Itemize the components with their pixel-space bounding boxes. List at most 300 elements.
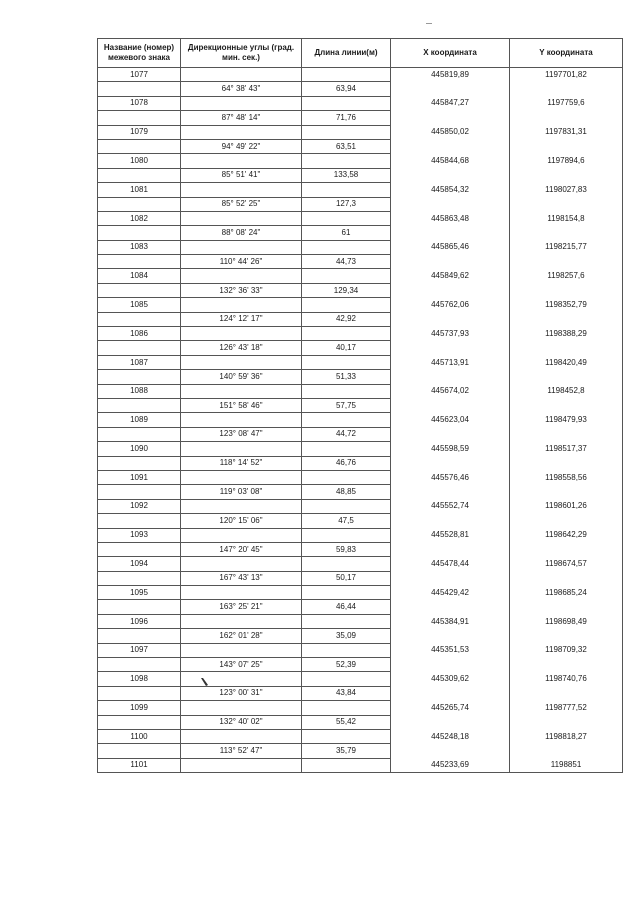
empty-cell: [181, 269, 302, 283]
empty-cell: [98, 226, 181, 240]
segment-row: [98, 255, 623, 269]
empty-cell: [391, 744, 510, 758]
segment-row: [98, 82, 623, 96]
point-name: 1085: [98, 298, 181, 312]
empty-cell: [98, 571, 181, 585]
point-name: 1098: [98, 672, 181, 686]
empty-cell: [98, 744, 181, 758]
empty-cell: [302, 355, 391, 369]
empty-cell: [302, 614, 391, 628]
y-coordinate: 1198674,57: [510, 557, 623, 571]
empty-cell: [510, 283, 623, 297]
point-row: [98, 758, 623, 772]
segment-row: [98, 398, 623, 412]
segment-row: [98, 456, 623, 470]
empty-cell: [181, 528, 302, 542]
segment-row: [98, 283, 623, 297]
empty-cell: [302, 96, 391, 110]
direction-angle: 85° 51' 41": [181, 168, 302, 182]
x-coordinate: 445598,59: [391, 442, 510, 456]
empty-cell: [510, 600, 623, 614]
empty-cell: [302, 442, 391, 456]
point-name: 1088: [98, 384, 181, 398]
line-length: 51,33: [302, 370, 391, 384]
empty-cell: [181, 125, 302, 139]
direction-angle: 94° 49' 22": [181, 139, 302, 153]
x-coordinate: 445309,62: [391, 672, 510, 686]
segment-row: [98, 226, 623, 240]
line-length: 59,83: [302, 542, 391, 556]
empty-cell: [510, 542, 623, 556]
empty-cell: [510, 370, 623, 384]
point-row: [98, 154, 623, 168]
segment-row: [98, 111, 623, 125]
point-row: [98, 499, 623, 513]
empty-cell: [181, 240, 302, 254]
point-row: [98, 557, 623, 571]
empty-cell: [391, 226, 510, 240]
line-length: 48,85: [302, 485, 391, 499]
empty-cell: [302, 643, 391, 657]
empty-cell: [391, 341, 510, 355]
empty-cell: [391, 168, 510, 182]
y-coordinate: 1198851: [510, 758, 623, 772]
empty-cell: [510, 139, 623, 153]
empty-cell: [510, 111, 623, 125]
direction-angle: 88° 08' 24": [181, 226, 302, 240]
empty-cell: [181, 183, 302, 197]
empty-cell: [98, 341, 181, 355]
empty-cell: [391, 370, 510, 384]
empty-cell: [302, 557, 391, 571]
line-length: 46,76: [302, 456, 391, 470]
empty-cell: [510, 456, 623, 470]
point-name: 1094: [98, 557, 181, 571]
y-coordinate: 1197831,31: [510, 125, 623, 139]
direction-angle: 163° 25' 21": [181, 600, 302, 614]
line-length: 40,17: [302, 341, 391, 355]
x-coordinate: 445865,46: [391, 240, 510, 254]
empty-cell: [391, 715, 510, 729]
empty-cell: [391, 139, 510, 153]
empty-cell: [391, 658, 510, 672]
empty-cell: [510, 514, 623, 528]
empty-cell: [510, 715, 623, 729]
direction-angle: 120° 15' 06": [181, 514, 302, 528]
empty-cell: [510, 197, 623, 211]
empty-cell: [391, 427, 510, 441]
empty-cell: [98, 629, 181, 643]
empty-cell: [181, 672, 302, 686]
direction-angle: 123° 08' 47": [181, 427, 302, 441]
y-coordinate: 1198558,56: [510, 470, 623, 484]
x-coordinate: 445478,44: [391, 557, 510, 571]
empty-cell: [98, 686, 181, 700]
segment-row: [98, 600, 623, 614]
coordinates-sheet: [97, 38, 617, 842]
point-name: 1096: [98, 614, 181, 628]
direction-angle: 118° 14' 52": [181, 456, 302, 470]
segment-row: [98, 686, 623, 700]
empty-cell: [302, 672, 391, 686]
segment-row: [98, 341, 623, 355]
empty-cell: [98, 82, 181, 96]
empty-cell: [98, 542, 181, 556]
y-coordinate: 1198685,24: [510, 586, 623, 600]
empty-cell: [98, 658, 181, 672]
empty-cell: [98, 255, 181, 269]
x-coordinate: 445819,89: [391, 68, 510, 82]
empty-cell: [181, 701, 302, 715]
empty-cell: [510, 255, 623, 269]
empty-cell: [98, 427, 181, 441]
y-coordinate: 1198420,49: [510, 355, 623, 369]
x-coordinate: 445351,53: [391, 643, 510, 657]
x-coordinate: 445854,32: [391, 183, 510, 197]
empty-cell: [391, 255, 510, 269]
x-coordinate: 445576,46: [391, 470, 510, 484]
empty-cell: [391, 456, 510, 470]
x-coordinate: 445847,27: [391, 96, 510, 110]
empty-cell: [181, 384, 302, 398]
point-name: 1092: [98, 499, 181, 513]
empty-cell: [302, 729, 391, 743]
empty-cell: [181, 614, 302, 628]
empty-cell: [181, 470, 302, 484]
direction-angle: 87° 48' 14": [181, 111, 302, 125]
point-row: [98, 211, 623, 225]
empty-cell: [98, 283, 181, 297]
empty-cell: [391, 571, 510, 585]
y-coordinate: 1198154,8: [510, 211, 623, 225]
y-coordinate: 1197701,82: [510, 68, 623, 82]
point-row: [98, 183, 623, 197]
empty-cell: [302, 269, 391, 283]
segment-row: [98, 629, 623, 643]
empty-cell: [391, 312, 510, 326]
x-coordinate: 445384,91: [391, 614, 510, 628]
segment-row: [98, 139, 623, 153]
line-length: 44,72: [302, 427, 391, 441]
empty-cell: [302, 211, 391, 225]
header-y: Y координата: [510, 39, 623, 68]
segment-row: [98, 197, 623, 211]
empty-cell: [98, 312, 181, 326]
point-name: 1089: [98, 413, 181, 427]
empty-cell: [510, 168, 623, 182]
y-coordinate: 1198517,37: [510, 442, 623, 456]
point-row: [98, 729, 623, 743]
empty-cell: [302, 154, 391, 168]
direction-angle: 143° 07' 25": [181, 658, 302, 672]
x-coordinate: 445248,18: [391, 729, 510, 743]
point-name: 1097: [98, 643, 181, 657]
line-length: 47,5: [302, 514, 391, 528]
point-name: 1093: [98, 528, 181, 542]
x-coordinate: 445528,81: [391, 528, 510, 542]
line-length: 43,84: [302, 686, 391, 700]
point-row: [98, 327, 623, 341]
x-coordinate: 445849,62: [391, 269, 510, 283]
empty-cell: [302, 183, 391, 197]
pen-mark: [200, 677, 210, 689]
line-length: 46,44: [302, 600, 391, 614]
y-coordinate: 1198740,76: [510, 672, 623, 686]
empty-cell: [98, 398, 181, 412]
direction-angle: 126° 43' 18": [181, 341, 302, 355]
empty-cell: [302, 125, 391, 139]
header-x: X координата: [391, 39, 510, 68]
y-coordinate: 1198388,29: [510, 327, 623, 341]
point-row: [98, 269, 623, 283]
boundary-table: [97, 38, 623, 773]
direction-angle: 132° 40' 02": [181, 715, 302, 729]
empty-cell: [510, 341, 623, 355]
point-name: 1083: [98, 240, 181, 254]
point-name: 1086: [98, 327, 181, 341]
segment-row: [98, 514, 623, 528]
point-row: [98, 240, 623, 254]
point-name: 1079: [98, 125, 181, 139]
empty-cell: [302, 327, 391, 341]
empty-cell: [510, 226, 623, 240]
empty-cell: [98, 111, 181, 125]
line-length: 42,92: [302, 312, 391, 326]
empty-cell: [391, 629, 510, 643]
empty-cell: [98, 485, 181, 499]
point-name: 1082: [98, 211, 181, 225]
empty-cell: [181, 643, 302, 657]
line-length: 35,79: [302, 744, 391, 758]
empty-cell: [98, 197, 181, 211]
empty-cell: [181, 154, 302, 168]
segment-row: [98, 370, 623, 384]
x-coordinate: 445863,48: [391, 211, 510, 225]
table-header-row: [98, 39, 623, 68]
point-name: 1099: [98, 701, 181, 715]
point-row: [98, 68, 623, 82]
direction-angle: 167° 43' 13": [181, 571, 302, 585]
direction-angle: 132° 36' 33": [181, 283, 302, 297]
line-length: 44,73: [302, 255, 391, 269]
empty-cell: [391, 197, 510, 211]
y-coordinate: 1197759,6: [510, 96, 623, 110]
point-name: 1101: [98, 758, 181, 772]
segment-row: [98, 427, 623, 441]
empty-cell: [181, 355, 302, 369]
empty-cell: [510, 312, 623, 326]
y-coordinate: 1198642,29: [510, 528, 623, 542]
empty-cell: [302, 413, 391, 427]
empty-cell: [181, 729, 302, 743]
empty-cell: [391, 600, 510, 614]
y-coordinate: 1198257,6: [510, 269, 623, 283]
direction-angle: 140° 59' 36": [181, 370, 302, 384]
x-coordinate: 445429,42: [391, 586, 510, 600]
empty-cell: [181, 327, 302, 341]
empty-cell: [302, 758, 391, 772]
empty-cell: [181, 298, 302, 312]
empty-cell: [510, 82, 623, 96]
line-length: 61: [302, 226, 391, 240]
direction-angle: 64° 38' 43": [181, 82, 302, 96]
empty-cell: [391, 398, 510, 412]
empty-cell: [181, 413, 302, 427]
line-length: 50,17: [302, 571, 391, 585]
empty-cell: [98, 168, 181, 182]
empty-cell: [302, 499, 391, 513]
line-length: 63,51: [302, 139, 391, 153]
empty-cell: [181, 68, 302, 82]
point-row: [98, 442, 623, 456]
segment-row: [98, 485, 623, 499]
x-coordinate: 445265,74: [391, 701, 510, 715]
direction-angle: 85° 52' 25": [181, 197, 302, 211]
table-body: [98, 68, 623, 773]
empty-cell: [391, 514, 510, 528]
empty-cell: [302, 586, 391, 600]
direction-angle: 123° 00' 31": [181, 686, 302, 700]
empty-cell: [181, 586, 302, 600]
empty-cell: [302, 68, 391, 82]
line-length: 55,42: [302, 715, 391, 729]
point-row: [98, 125, 623, 139]
y-coordinate: 1198709,32: [510, 643, 623, 657]
empty-cell: [510, 686, 623, 700]
empty-cell: [98, 456, 181, 470]
point-name: 1080: [98, 154, 181, 168]
point-name: 1090: [98, 442, 181, 456]
x-coordinate: 445713,91: [391, 355, 510, 369]
header-name: Название (номер) межевого знака: [98, 39, 181, 68]
point-row: [98, 643, 623, 657]
direction-angle: 162° 01' 28": [181, 629, 302, 643]
direction-angle: 124° 12' 17": [181, 312, 302, 326]
point-name: 1084: [98, 269, 181, 283]
y-coordinate: 1198777,52: [510, 701, 623, 715]
empty-cell: [510, 744, 623, 758]
point-name: 1100: [98, 729, 181, 743]
segment-row: [98, 571, 623, 585]
empty-cell: [302, 701, 391, 715]
point-row: [98, 672, 623, 686]
direction-angle: 147° 20' 45": [181, 542, 302, 556]
y-coordinate: 1198452,8: [510, 384, 623, 398]
empty-cell: [302, 384, 391, 398]
empty-cell: [510, 629, 623, 643]
empty-cell: [181, 442, 302, 456]
empty-cell: [98, 715, 181, 729]
point-name: 1087: [98, 355, 181, 369]
empty-cell: [510, 571, 623, 585]
segment-row: [98, 168, 623, 182]
point-row: [98, 96, 623, 110]
point-row: [98, 614, 623, 628]
empty-cell: [98, 600, 181, 614]
empty-cell: [510, 427, 623, 441]
header-length: Длина линии(м): [302, 39, 391, 68]
y-coordinate: 1197894,6: [510, 154, 623, 168]
line-length: 57,75: [302, 398, 391, 412]
point-row: [98, 470, 623, 484]
line-length: 127,3: [302, 197, 391, 211]
point-row: [98, 355, 623, 369]
line-length: 71,76: [302, 111, 391, 125]
y-coordinate: 1198027,83: [510, 183, 623, 197]
empty-cell: [181, 96, 302, 110]
x-coordinate: 445233,69: [391, 758, 510, 772]
empty-cell: [391, 686, 510, 700]
x-coordinate: 445762,06: [391, 298, 510, 312]
segment-row: [98, 542, 623, 556]
empty-cell: [302, 240, 391, 254]
line-length: 35,09: [302, 629, 391, 643]
empty-cell: [181, 499, 302, 513]
point-name: 1078: [98, 96, 181, 110]
segment-row: [98, 744, 623, 758]
direction-angle: 110° 44' 26": [181, 255, 302, 269]
empty-cell: [302, 470, 391, 484]
empty-cell: [510, 398, 623, 412]
direction-angle: 151° 58' 46": [181, 398, 302, 412]
line-length: 52,39: [302, 658, 391, 672]
x-coordinate: 445844,68: [391, 154, 510, 168]
point-row: [98, 384, 623, 398]
empty-cell: [302, 298, 391, 312]
empty-cell: [510, 658, 623, 672]
direction-angle: 119° 03' 08": [181, 485, 302, 499]
point-name: 1091: [98, 470, 181, 484]
point-name: 1095: [98, 586, 181, 600]
point-name: 1077: [98, 68, 181, 82]
empty-cell: [391, 111, 510, 125]
y-coordinate: 1198698,49: [510, 614, 623, 628]
empty-cell: [98, 370, 181, 384]
point-row: [98, 413, 623, 427]
empty-cell: [391, 542, 510, 556]
segment-row: [98, 658, 623, 672]
line-length: 129,34: [302, 283, 391, 297]
y-coordinate: 1198215,77: [510, 240, 623, 254]
direction-angle: 113° 52' 47": [181, 744, 302, 758]
point-row: [98, 701, 623, 715]
line-length: 133,58: [302, 168, 391, 182]
y-coordinate: 1198352,79: [510, 298, 623, 312]
header-angles: Дирекционные углы (град. мин. сек.): [181, 39, 302, 68]
empty-cell: [181, 557, 302, 571]
line-length: 63,94: [302, 82, 391, 96]
empty-cell: [391, 82, 510, 96]
y-coordinate: 1198601,26: [510, 499, 623, 513]
point-row: [98, 528, 623, 542]
empty-cell: [181, 211, 302, 225]
empty-cell: [391, 283, 510, 297]
point-row: [98, 298, 623, 312]
x-coordinate: 445737,93: [391, 327, 510, 341]
empty-cell: [181, 758, 302, 772]
point-row: [98, 586, 623, 600]
empty-cell: [510, 485, 623, 499]
segment-row: [98, 715, 623, 729]
y-coordinate: 1198818,27: [510, 729, 623, 743]
x-coordinate: 445850,02: [391, 125, 510, 139]
x-coordinate: 445552,74: [391, 499, 510, 513]
empty-cell: [302, 528, 391, 542]
empty-cell: [98, 139, 181, 153]
x-coordinate: 445674,02: [391, 384, 510, 398]
point-name: 1081: [98, 183, 181, 197]
y-coordinate: 1198479,93: [510, 413, 623, 427]
